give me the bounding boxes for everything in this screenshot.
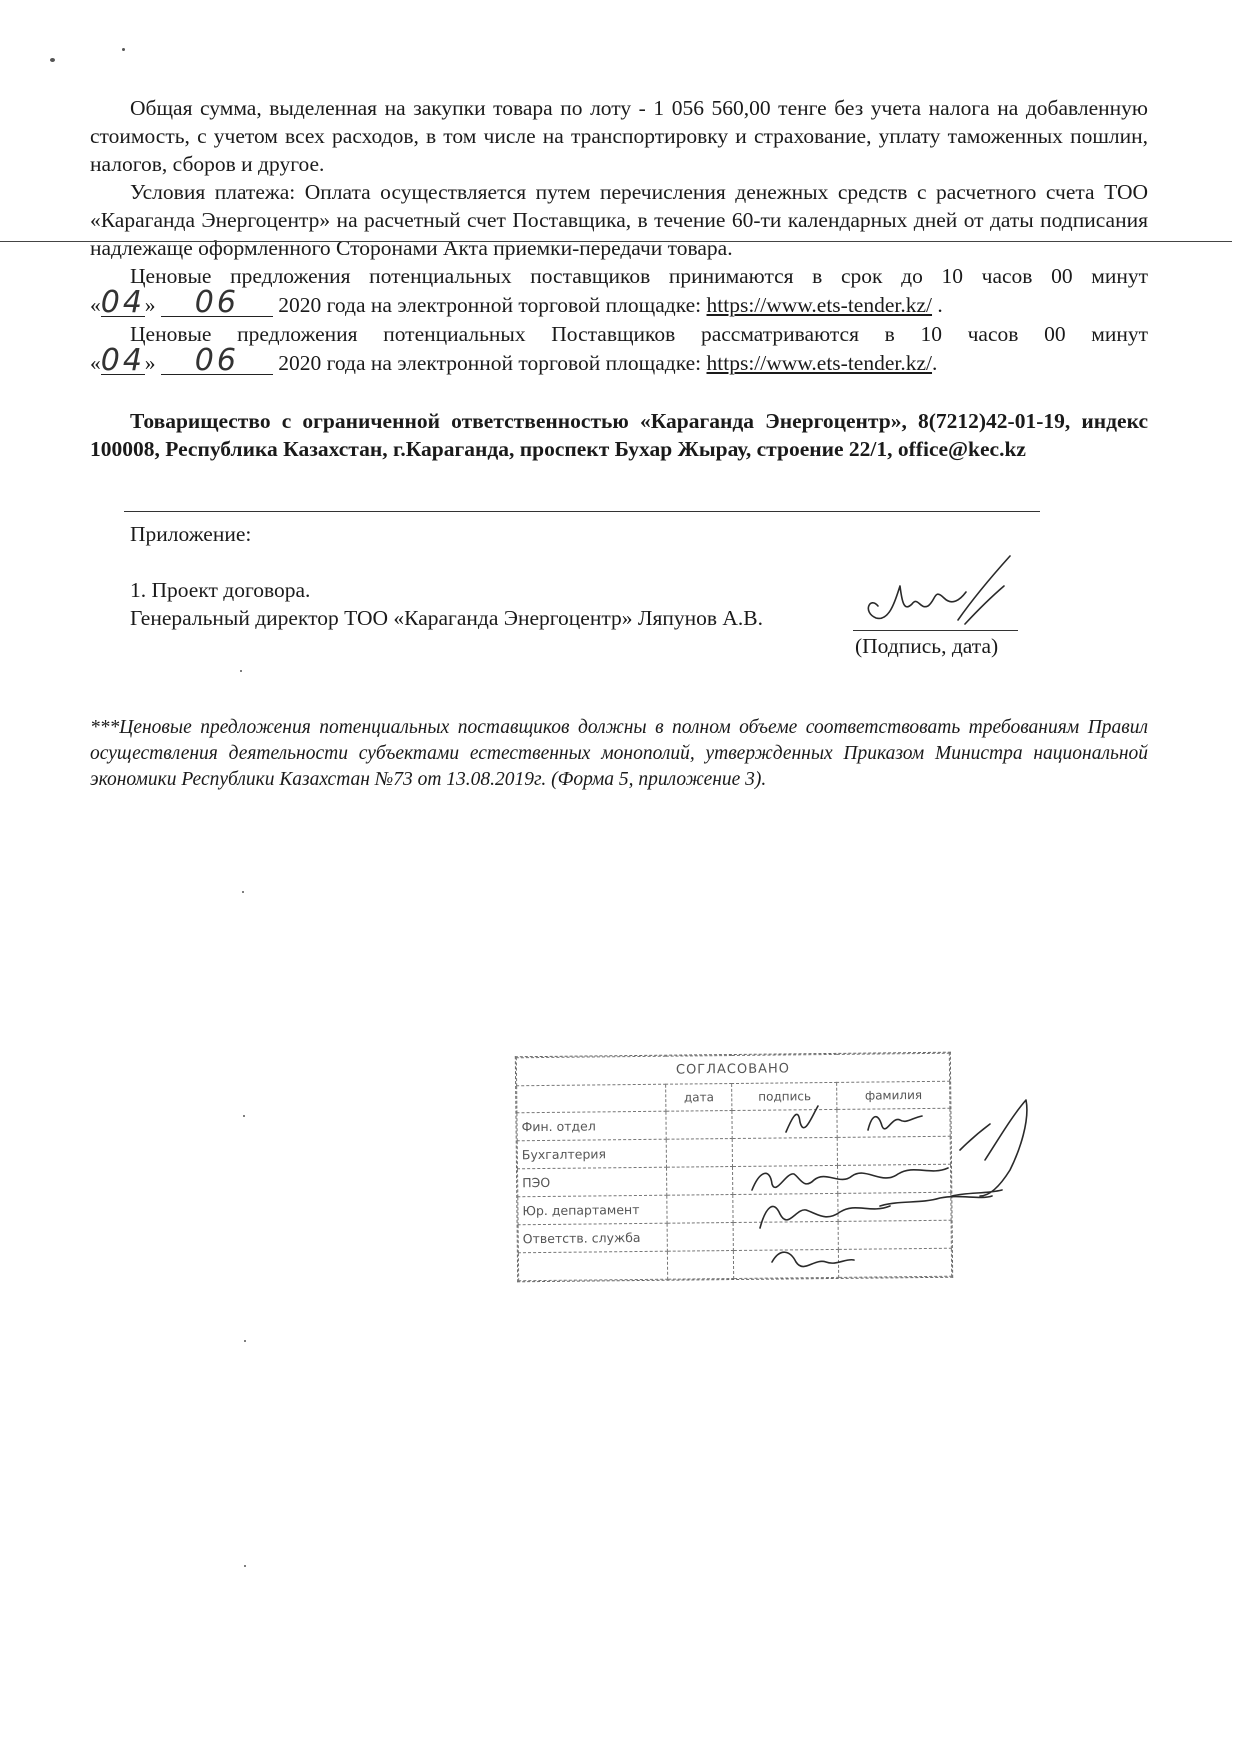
stamp-title: СОГЛАСОВАНО [516,1053,949,1086]
appendix-item: 1. Проект договора. [130,578,311,602]
approval-stamp [515,1052,953,1283]
handwritten-day: 04 [100,343,145,378]
scan-speck [50,58,55,62]
ets-tender-link[interactable]: https://www.ets-tender.kz/ [706,293,933,317]
appendix-label: Приложение: [130,522,252,546]
scan-speck [122,48,125,51]
scan-speck [242,891,244,893]
director-line: Генеральный директор ТОО «Караганда Энергоцентр» Ляпунов А.В. [130,606,764,630]
approval-table [516,1053,952,1282]
scan-speck [244,1340,246,1342]
scan-speck [244,1565,246,1567]
line-end: . [932,351,938,375]
date-tail-text: 2020 года на электронной торговой площадке: [272,351,707,375]
stamp-col-date: дата [666,1084,733,1111]
line-end: . [932,293,943,317]
stamp-corner-cell [517,1084,666,1112]
ets-tender-link[interactable]: https://www.ets-tender.kz/ [706,351,933,375]
handwritten-month: 06 [161,292,273,317]
handwritten-month: 06 [161,350,273,375]
scan-line [0,241,1232,242]
stamp-row-label: Ответств. служба [518,1223,667,1253]
footnote: ***Ценовые предложения потенциальных поставщиков должны в полном объеме соответствовать требованиям Правил осуществления деятельности субъектами естественных монополий, утвержденных Приказом Министра национальной экономики Республики Казахстан №73 от 13.08.2019г. (Форма 5, приложение 3). [90,717,1148,790]
margin-signature [952,1100,1027,1196]
offers-reviewed-date-line: «04» 06 2020 года на электронной торговой площадке: https://www.ets-tender.kz/. [90,343,938,378]
payment-terms-paragraph: Условия платежа: Оплата осуществляется путем перечисления денежных средств с расчетного счета ТОО «Караганда Энергоцентр» на расчетный счет Поставщика, в течение 60-ти календарных дней от даты подписания надлежаще оформленного Сторонами Акта приемки-передачи товара. [90,180,1148,260]
scan-speck [243,1115,245,1117]
scan-speck [240,670,242,672]
signature-caption: (Подпись, дата) [855,634,999,658]
stamp-row-label: ПЭО [518,1167,667,1197]
total-amount-paragraph: Общая сумма, выделенная на закупки товара по лоту - 1 056 560,00 тенге без учета налога на добавленную стоимость, с учетом всех расходов, в том числе на транспортировку и страхование, уплату таможенных пошлин, налогов, сборов и другое. [90,96,1148,176]
signature-underline [853,630,1018,631]
stamp-col-signature: подпись [732,1082,837,1110]
company-details: Товарищество с ограниченной ответственностью «Караганда Энергоцентр», 8(7212)42-01-19, индекс 100008, Республика Казахстан, г.Караганда, проспект Бухар Жырау, строение 22/1, office@kec.kz [90,409,1148,461]
stamp-row-label: Юр. департамент [518,1195,667,1225]
date-tail-text: 2020 года на электронной торговой площадке: [272,293,707,317]
separator-line [124,511,1040,512]
offers-accepted-date-line: «04» 06 2020 года на электронной торговой площадке: https://www.ets-tender.kz/ . [90,285,943,320]
offers-reviewed-line: Ценовые предложения потенциальных Поставщиков рассматриваются в 10 часов 00 минут [130,322,1148,346]
handwritten-day: 04 [100,285,145,320]
stamp-col-surname: фамилия [837,1081,950,1109]
offers-accepted-line: Ценовые предложения потенциальных поставщиков принимаются в срок до 10 часов 00 минут [130,264,1148,288]
stamp-row-label: Фин. отдел [517,1111,666,1141]
stamp-row-label: Бухгалтерия [517,1139,666,1169]
